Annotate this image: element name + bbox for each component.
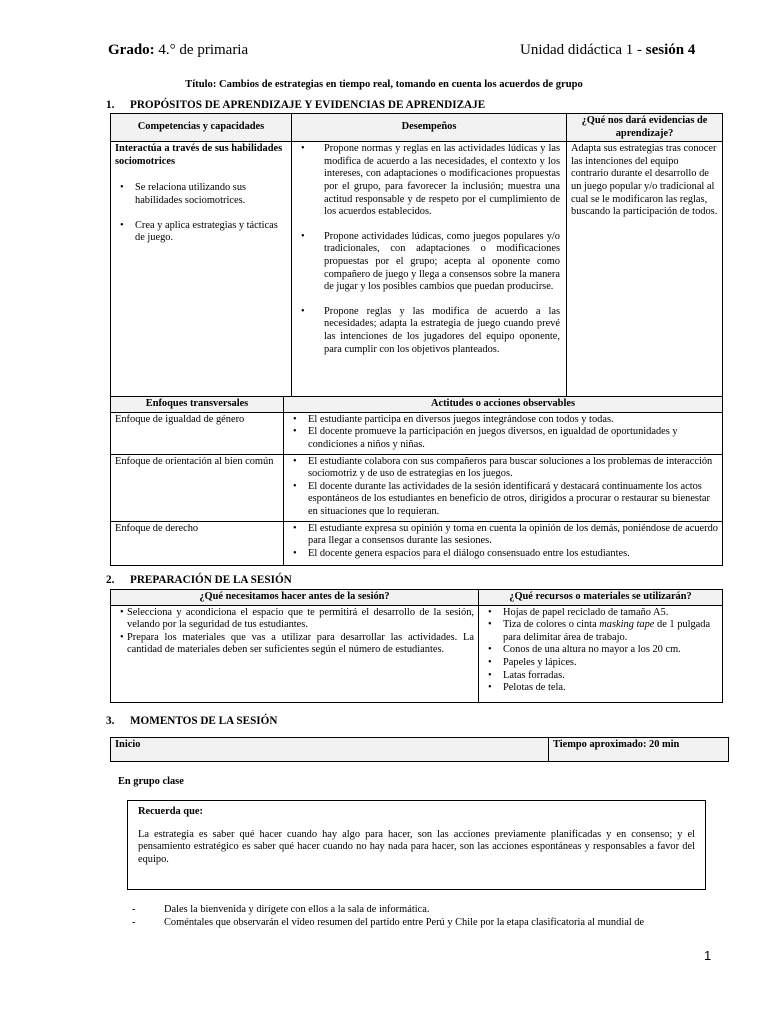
accion-item: • El docente genera espacios para el diálogo consensuado entre los estudiantes. [288,548,718,561]
page-number: 1 [704,948,712,963]
material-item: • Papeles y lápices. [483,657,718,670]
reminder-box [127,800,706,890]
section-1-title [106,99,485,111]
col-header-competencias: Competencias y capacidades [111,114,292,142]
desempenos-cell [292,142,567,397]
competencia-title: Interactúa a través de sus habilidades sociomotrices [115,143,283,167]
enfoque-name: Enfoque de orientación al bien común [111,454,284,521]
section-3-number: 3. [106,715,115,727]
competencias-cell [111,142,292,397]
capacidad-item: • Se relaciona utilizando sus habilidades sociomotrices. [115,182,287,207]
tiza-text-pre: Tiza de colores o cinta [503,619,600,631]
accion-item: • El estudiante colabora con sus compañeros para buscar soluciones a los problemas de interacción sociomotriz y de uso de estrategias en los juegos. [288,456,718,481]
enfoques-table [110,396,723,566]
accion-item: • El docente durante las actividades de la sesión identificará y destacará continuamente los actos espontáneos de los estudiantes en beneficio de otros, dirigidos a procurar o restaurar su bienestar en situaciones que lo requieran. [288,481,718,519]
enfoque-acciones [284,454,723,521]
enfoque-name: Enfoque de igualdad de género [111,412,284,454]
inicio-cell: Inicio [111,738,549,762]
capacidad-item: • Crea y aplica estrategias y tácticas de juego. [115,220,287,245]
desempeno-item: • Propone normas y reglas en las actividades lúdicas y las modifica de acuerdo a las necesidades, el contexto y los intereses, con adaptaciones o modificaciones propuestas por el grupo, para favorecer la inclusión; muestra una actitud responsable y de respeto por el cumplimiento de los acuerdos establecidos. [296,143,560,219]
document-title: Título: Cambios de estrategias en tiempo real, tomando en cuenta los acuerdos de grupo [185,79,583,90]
desempeno-item: • Propone actividades lúdicas, como juegos populares y/o tradicionales, con adaptaciones o modificaciones propuestas por el grupo; acepta al oponente como compañero de juego y llega a consensos sobre la manera de jugar y los posibles cambios que puedan producirse. [296,231,560,294]
purposes-table [110,113,723,397]
antes-item: • Prepara los materiales que vas a utilizar para desarrollar las actividades. La cantidad de materiales deben ser suficientes según el número de estudiantes. [115,632,474,657]
grade-header [108,42,248,59]
moments-table [110,737,729,762]
grade-value: 4.° de primaria [154,42,249,58]
reminder-title: Recuerda que: [138,806,203,817]
material-item: • Hojas de papel reciclado de tamaño A5. [483,607,718,620]
accion-item: • El estudiante expresa su opinión y toma en cuenta la opinión de los demás, poniéndose de acuerdo para llegar a consensos durante las sesiones. [288,523,718,548]
material-item: • Pelotas de tela. [483,682,718,695]
section-1-number: 1. [106,99,115,111]
accion-item: • El docente promueve la participación en juegos diversos, en igualdad de oportunidades y condiciones a niños y niñas. [288,426,718,451]
col-header-enfoques: Enfoques transversales [111,397,284,413]
section-3-heading: MOMENTOS DE LA SESIÓN [130,715,278,727]
antes-cell [111,605,479,702]
evidencia-cell: Adapta sus estrategias tras conocer las intenciones del equipo contrario durante el desarrollo de un juego popular y/o tradicional al cual se le modificaron las reglas, buscando la participación de todos. [567,142,723,397]
section-2-heading: PREPARACIÓN DE LA SESIÓN [130,574,292,586]
section-2-title [106,574,292,586]
grade-label: Grado: [108,42,155,58]
reminder-text: La estrategia es saber qué hacer cuando hay algo para hacer, son las acciones previamente planificadas y en consenso; y el pensamiento estratégico es saber qué hacer cuando no hay nada para hacer, son las acciones espontáneas y responsables a favor del equipo. [138,828,695,865]
step-item: - Dales la bienvenida y dirígete con ellos a la sala de informática. [128,904,724,917]
col-header-desempenos: Desempeños [292,114,567,142]
preparation-table [110,589,723,703]
col-header-antes: ¿Qué necesitamos hacer antes de la sesión? [111,590,479,606]
unit-header [520,42,695,59]
material-item: • Latas forradas. [483,670,718,683]
enfoque-acciones [284,412,723,454]
steps-list [128,904,724,929]
accion-item: • El estudiante participa en diversos juegos integrándose con todos y todas. [288,414,718,427]
col-header-materiales: ¿Qué recursos o materiales se utilizarán? [479,590,723,606]
step-item: - Coméntales que observarán el video resumen del partido entre Perú y Chile por la etapa clasificatoria al mundial de [128,917,724,930]
antes-item: • Selecciona y acondiciona el espacio que te permitirá el desarrollo de la sesión, velando por la seguridad de tus estudiantes. [115,607,474,632]
col-header-evidencias: ¿Qué nos dará evidencias de aprendizaje? [567,114,723,142]
tiza-text-post: de 1 pulgada para delimitar área de trabajo. [503,619,711,643]
desempeno-item: • Propone reglas y las modifica de acuerdo a las necesidades; adapta la estrategia de juego cuando prevé las intenciones de los jugadores del equipo oponente, para cumplir con los objetivos planteados. [296,306,560,356]
tiempo-cell: Tiempo aproximado: 20 min [549,738,729,762]
enfoque-name: Enfoque de derecho [111,521,284,565]
col-header-actitudes: Actitudes o acciones observables [284,397,723,413]
grupo-clase-label: En grupo clase [118,776,184,787]
unit-label: Unidad didáctica 1 - [520,42,646,58]
materiales-cell [479,605,723,702]
enfoque-acciones [284,521,723,565]
material-item: • Conos de una altura no mayor a los 20 cm. [483,644,718,657]
section-2-number: 2. [106,574,115,586]
section-3-title [106,715,277,727]
section-1-heading: PROPÓSITOS DE APRENDIZAJE Y EVIDENCIAS DE APRENDIZAJE [130,99,486,111]
tiza-text-italic: masking tape [599,619,655,631]
material-item [483,619,718,644]
session-label: sesión 4 [645,42,696,58]
